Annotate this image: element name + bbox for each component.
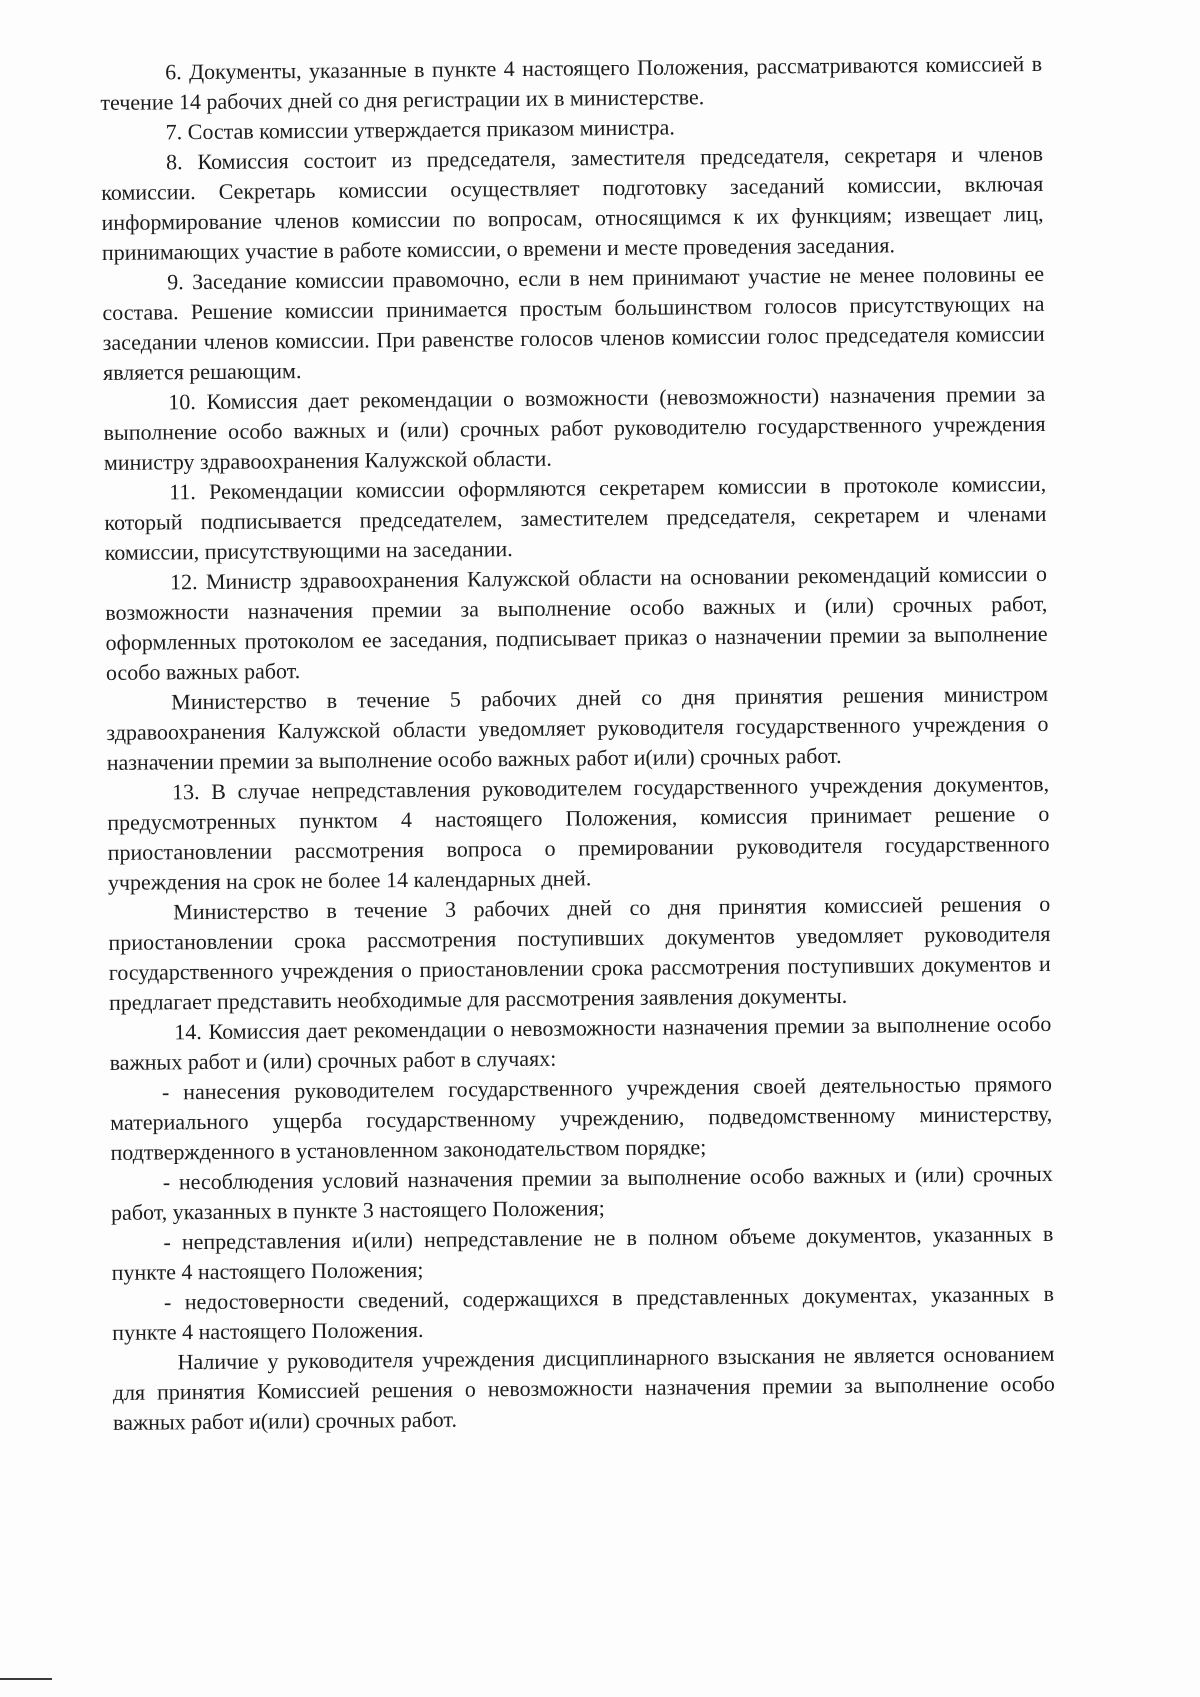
paragraph-11: 11. Рекомендации комиссии оформляются секретарем комиссии в протоколе комиссии, который подписывается председателем, заместителем председателя, секретарем и членами комиссии, присутствующими на заседании. [104,470,1047,565]
paragraph-7: 7. Состав комиссии утверждается приказом министра. [165,114,675,145]
document-body [100,49,1055,1438]
list-item: - недостоверности сведений, содержащихся в представленных документах, указанных в пункте 4 настоящего Положения. [112,1280,1055,1345]
paragraph-9: 9. Заседание комиссии правомочно, если в нем принимают участие не менее половины ее состава. Решение комиссии принимается простым большинством голосов присутствующих на заседании членов комиссии. При равенстве голосов членов комиссии голос председателя комиссии является решающим. [102,260,1045,385]
paragraph-13-notice: Министерство в течение 3 рабочих дней со дня принятия комиссией решения о приостановлении срока рассмотрения поступивших документов уведомляет руководителя государственного учреждения о приостановлении срока рассмотрения поступивших документов и предлагает представить необходимые для рассмотрения заявления документы. [108,890,1051,1015]
paragraph-12: 12. Министр здравоохранения Калужской области на основании рекомендаций комиссии о возможности назначения премии за выполнение особо важных и (или) срочных работ, оформленных протоколом ее заседания, подписывает приказ о назначении премии за выполнение особо важных работ. [105,560,1048,685]
scan-edge-mark [0,1678,52,1680]
closing-paragraph: Наличие у руководителя учреждения дисциплинарного взыскания не является основанием для принятия Комиссией решения о невозможности назначения премии за выполнение особо важных работ и(или) срочных работ. [112,1340,1055,1435]
paragraph-12-notice: Министерство в течение 5 рабочих дней со дня принятия решения министром здравоохранения Калужской области уведомляет руководителя государственного учреждения о назначении премии за выполнение особо важных работ и(или) срочных работ. [106,680,1049,775]
list-item: - несоблюдения условий назначения премии за выполнение особо важных и (или) срочных работ, указанных в пункте 3 настоящего Положения; [110,1160,1053,1225]
list-item: - непредставления и(или) непредставление не в полном объеме документов, указанных в пункте 4 настоящего Положения; [111,1220,1054,1285]
paragraph-8: 8. Комиссия состоит из председателя, заместителя председателя, секретаря и членов комиссии. Секретарь комиссии осуществляет подготовку заседаний комиссии, включая информирование членов комиссии по вопросам, относящимся к их функциям; извещает лиц, принимающих участие в работе комиссии, о времени и месте проведения заседания. [101,140,1044,265]
paragraph-14: 14. Комиссия дает рекомендации о невозможности назначения премии за выполнение особо важных работ и (или) срочных работ в случаях: [109,1010,1052,1075]
paragraph-10: 10. Комиссия дает рекомендации о возможности (невозможности) назначения премии за выполнение особо важных и (или) срочных работ руководителю государственного учреждения министру здравоохранения Калужской области. [103,380,1046,475]
list-item: - нанесения руководителем государственного учреждения своей деятельностью прямого материального ущерба государственному учреждению, подведомственному министерству, подтвержденного в установленном законодательством порядке; [110,1070,1053,1165]
paragraph-6: 6. Документы, указанные в пункте 4 настоящего Положения, рассматриваются комиссией в течение 14 рабочих дней со дня регистрации их в министерстве. [100,50,1043,115]
paragraph-13: 13. В случае непредставления руководителем государственного учреждения документов, предусмотренных пунктом 4 настоящего Положения, комиссия принимает решение о приостановлении рассмотрения вопроса о премировании руководителя государственного учреждения на срок не более 14 календарных дней. [107,770,1050,895]
